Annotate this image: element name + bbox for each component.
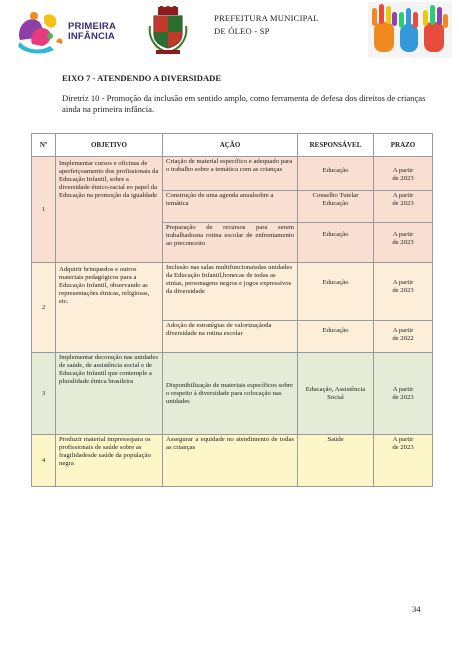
- prazo-line-1: A partir: [392, 385, 414, 393]
- prazo-line-2: de 2023: [392, 393, 414, 401]
- prefeitura-line-1: PREFEITURA MUNICIPAL: [214, 13, 319, 23]
- prazo-line-1: A partir: [392, 436, 414, 443]
- objetivo-text: Produzir material impressopara os profissionais de saúde sobre as fragilidadesde saúde da população negra: [59, 436, 151, 467]
- prazo-cell: [374, 157, 433, 191]
- header-objetivo: OBJETIVO: [56, 134, 163, 157]
- acao-cell: Assegurar a equidade no atendimento de todas as crianças: [163, 435, 298, 487]
- responsavel-cell: Educação: [298, 321, 374, 353]
- responsavel-cell: Conselho Tutelar Educação: [298, 191, 374, 223]
- prazo-line-2: de 2022: [392, 335, 414, 342]
- painted-hands-image: [368, 2, 452, 58]
- prazo-line-1: A partir: [392, 192, 414, 199]
- responsavel-cell: Educação: [298, 223, 374, 263]
- acao-cell: Inclusão nas salas multifuncionaisdas unidades da Educação Infantil,bonecas de todas as etnias, personagens negros e jogos expressivos da diversidade: [163, 263, 298, 321]
- objetivo-cell: [56, 435, 163, 487]
- objetivo-cell: [56, 353, 163, 435]
- prazo-line-2: de 2023: [392, 239, 414, 246]
- action-plan-table: [31, 133, 433, 487]
- prazo-line-1: A partir: [392, 279, 414, 286]
- prazo-line-1: A partir: [392, 327, 414, 334]
- row-number: 2: [32, 263, 56, 353]
- logo-line-1: PRIMEIRA: [68, 21, 117, 32]
- section-title: EIXO 7 - ATENDENDO A DIVERSIDADE: [62, 73, 222, 83]
- prazo-cell: [374, 223, 433, 263]
- diretriz-text: Diretriz 10 - Promoção da inclusão em sentido amplo, como ferramenta de defesa dos direitos de crianças ainda na primeira infância.: [62, 93, 426, 114]
- responsavel-cell: Educação: [298, 263, 374, 321]
- header-num: Nº: [32, 134, 56, 157]
- table-header-row: [32, 134, 433, 157]
- prazo-line-2: de 2023: [392, 444, 414, 451]
- acao-cell: Construção de uma agenda anualsobre a temática: [163, 191, 298, 223]
- table-row: [32, 353, 433, 435]
- prefeitura-line-2: DE ÓLEO - SP: [214, 26, 270, 36]
- prazo-line-2: de 2023: [392, 175, 414, 182]
- prazo-cell: [374, 263, 433, 321]
- objetivo-cell: [56, 263, 163, 353]
- prazo-cell: [374, 191, 433, 223]
- prazo-cell: [374, 353, 433, 435]
- table-row: [32, 435, 433, 487]
- responsavel-cell: Educação, Assistência Social: [298, 353, 374, 435]
- objetivo-text: Implementar decoração nas unidades de saúde, de assistência social e de Educação Infantil que contemple a pluralidade étnica brasileira: [59, 354, 158, 385]
- header-acao: AÇÃO: [163, 134, 298, 157]
- header-responsavel: RESPONSÁVEL: [298, 134, 374, 157]
- prazo-cell: [374, 321, 433, 353]
- objetivo-text: Implementar cursos e oficinas de aperfeiçoamento dos profissionais da Educação Infantil, sobre a diversidade étnico-racial eo papel da Educação na promoção da igualdade: [59, 160, 159, 199]
- primeira-infancia-logo: [14, 6, 134, 56]
- prefeitura-heading: [214, 12, 319, 38]
- header-prazo: PRAZO: [374, 134, 433, 157]
- row-number: 4: [32, 435, 56, 487]
- responsavel-cell: Educação: [298, 157, 374, 191]
- objetivo-text: Adquirir brinquedos e outros materiais pedagógicos para a Educação Infantil, observando as representações étnicas, religiosas, etc.: [59, 266, 150, 305]
- table-row: [32, 157, 433, 191]
- prazo-line-1: A partir: [392, 167, 414, 174]
- acao-cell: Preparação de recursos para serem trabalhadosna rotina escolar de enfrentamento ao preconceito: [163, 223, 298, 263]
- prazo-cell: [374, 435, 433, 487]
- prazo-line-1: A partir: [392, 231, 414, 238]
- page-number: 34: [412, 604, 421, 614]
- prazo-line-2: de 2023: [392, 200, 414, 207]
- row-number: 1: [32, 157, 56, 263]
- row-number: 3: [32, 353, 56, 435]
- acao-cell: Criação de material específico e adequado para o trabalho sobre a temática com as crianças: [163, 157, 298, 191]
- municipal-crest-icon: [148, 6, 188, 54]
- prazo-line-2: de 2023: [392, 287, 414, 294]
- logo-line-2: INFÂNCIA: [68, 31, 115, 42]
- objetivo-cell: [56, 157, 163, 263]
- acao-cell: Disponibilização de materiais específicos sobre o respeito à diversidade para colocação nas unidades: [163, 353, 298, 435]
- responsavel-cell: Saúde: [298, 435, 374, 487]
- acao-cell: Adoção de estratégias de valorizaçãoda diversidade na rotina escolar: [163, 321, 298, 353]
- table-row: [32, 263, 433, 321]
